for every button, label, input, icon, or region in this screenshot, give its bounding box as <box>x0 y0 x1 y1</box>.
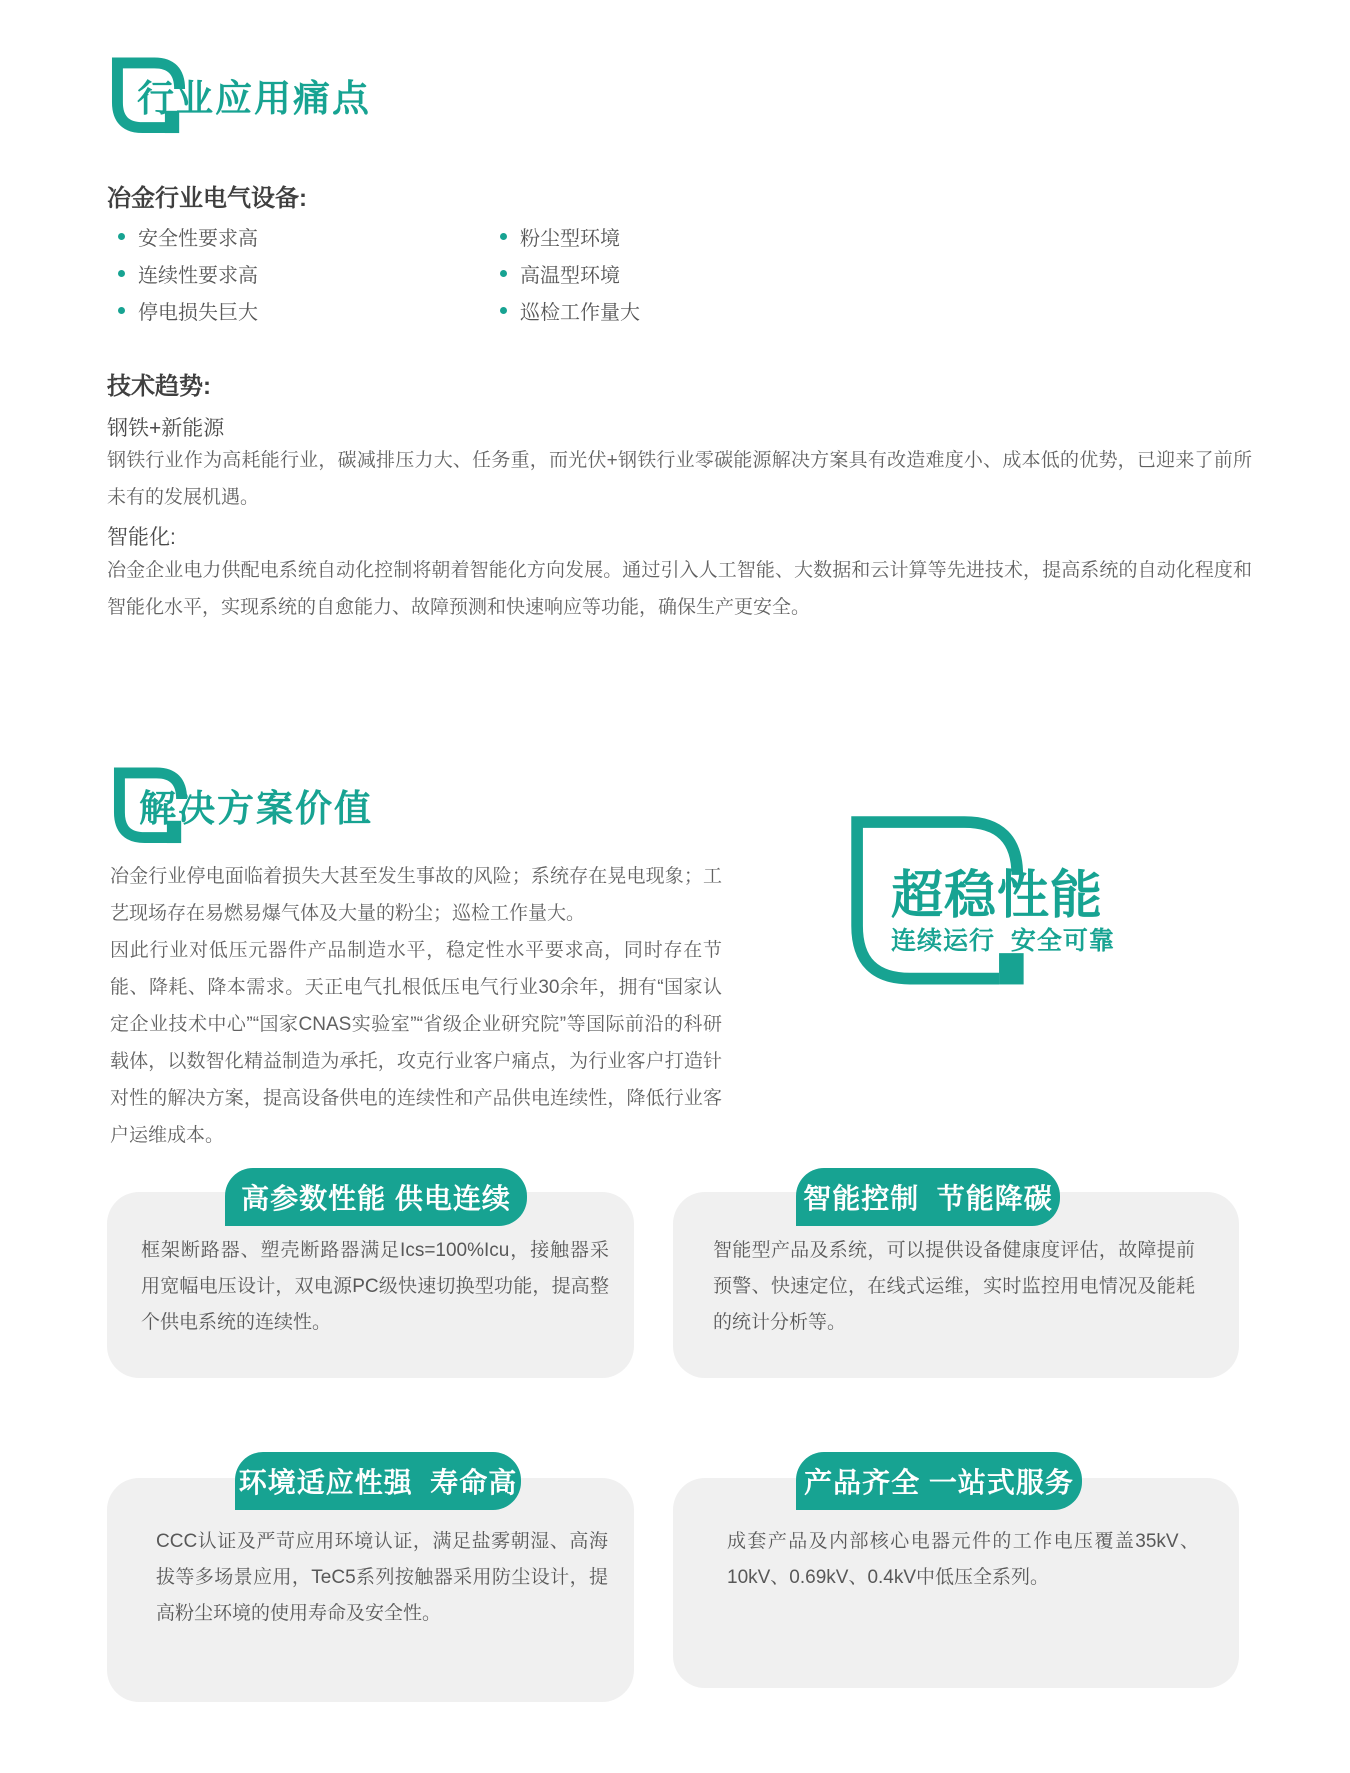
trend1-paragraph: 钢铁行业作为高耗能行业，碳减排压力大、任务重，而光伏+钢铁行业零碳能源解决方案具有改造难度小、成本低的优势，已迎来了前所未有的发展机遇。 <box>107 450 1252 508</box>
bullet-label: 停电损失巨大 <box>138 302 258 324</box>
bullet-dot-icon <box>118 233 125 240</box>
bullet-list-left <box>118 218 258 329</box>
card-1-text: 框架断路器、塑壳断路器满足Ics=100%Icu，接触器采用宽幅电压设计，双电源PC级快速切换型功能，提高整个供电系统的连续性。 <box>141 1240 609 1333</box>
card-title: 环境适应性强 寿命高 <box>238 1467 518 1498</box>
equipment-heading: 冶金行业电气设备: <box>107 185 307 212</box>
bullet-label: 连续性要求高 <box>138 265 258 287</box>
card-4-text: 成套产品及内部核心电器元件的工作电压覆盖35kV、10kV、0.69kV、0.4kV中低压全系列。 <box>727 1531 1199 1588</box>
card-2-title-ribbon <box>796 1168 1060 1226</box>
value-paragraph-2: 因此行业对低压元器件产品制造水平，稳定性水平要求高，同时存在节能、降耗、降本需求。天正电气扎根低压电气行业30余年，拥有“国家认定企业技术中心”“国家CNAS实验室”“省级企业研究院”等国际前沿的科研载体，以数智化精益制造为承托，攻克行业客户痛点，为行业客户打造针对性的解决方案，提高设备供电的连续性和产品供电连续性，降低行业客户运维成本。 <box>110 940 722 1146</box>
badge-title: 超稳性能 <box>891 867 1104 925</box>
list-item <box>500 218 640 255</box>
card-2-text: 智能型产品及系统，可以提供设备健康度评估，故障提前预警、快速定位，在线式运维，实时监控用电情况及能耗的统计分析等。 <box>713 1240 1195 1333</box>
card-title: 产品齐全 一站式服务 <box>804 1467 1074 1498</box>
bullet-dot-icon <box>500 233 507 240</box>
bullet-list-right <box>500 218 640 329</box>
bullet-label: 高温型环境 <box>520 265 620 287</box>
bullet-dot-icon <box>118 307 125 314</box>
card-3-title-ribbon <box>235 1452 521 1510</box>
bullet-label: 巡检工作量大 <box>520 302 640 324</box>
value-paragraph-1: 冶金行业停电面临着损失大甚至发生事故的风险；系统存在晃电现象；工艺现场存在易燃易爆气体及大量的粉尘；巡检工作量大。 <box>110 866 722 924</box>
trend2-paragraph: 冶金企业电力供配电系统自动化控制将朝着智能化方向发展。通过引入人工智能、大数据和云计算等先进技术，提高系统的自动化程度和智能化水平，实现系统的自愈能力、故障预测和快速响应等功能，确保生产更安全。 <box>107 560 1252 618</box>
card-title: 高参数性能 供电连续 <box>241 1183 511 1214</box>
badge-subtitle: 连续运行 安全可靠 <box>891 927 1115 955</box>
trend2-title: 智能化: <box>107 526 176 549</box>
card-3-text: CCC认证及严苛应用环境认证，满足盐雾朝湿、高海拔等多场景应用，TeC5系列按触器采用防尘设计，提高粉尘环境的使用寿命及安全性。 <box>156 1531 608 1624</box>
bullet-label: 安全性要求高 <box>138 228 258 250</box>
list-item <box>500 292 640 329</box>
trend-heading: 技术趋势: <box>107 373 211 400</box>
bullet-dot-icon <box>500 270 507 277</box>
section2-title: 解决方案价值 <box>139 788 373 829</box>
bullet-dot-icon <box>118 270 125 277</box>
list-item <box>118 255 258 292</box>
stability-badge <box>843 813 1123 1003</box>
bullet-dot-icon <box>500 307 507 314</box>
bullet-label: 粉尘型环境 <box>520 228 620 250</box>
card-4-title-ribbon <box>796 1452 1082 1510</box>
section1-title: 行业应用痛点 <box>137 78 371 119</box>
list-item <box>118 292 258 329</box>
card-1-title-ribbon <box>225 1168 527 1226</box>
list-item <box>118 218 258 255</box>
trend1-title: 钢铁+新能源 <box>107 417 225 440</box>
card-title: 智能控制 节能降碳 <box>803 1183 1053 1214</box>
list-item <box>500 255 640 292</box>
